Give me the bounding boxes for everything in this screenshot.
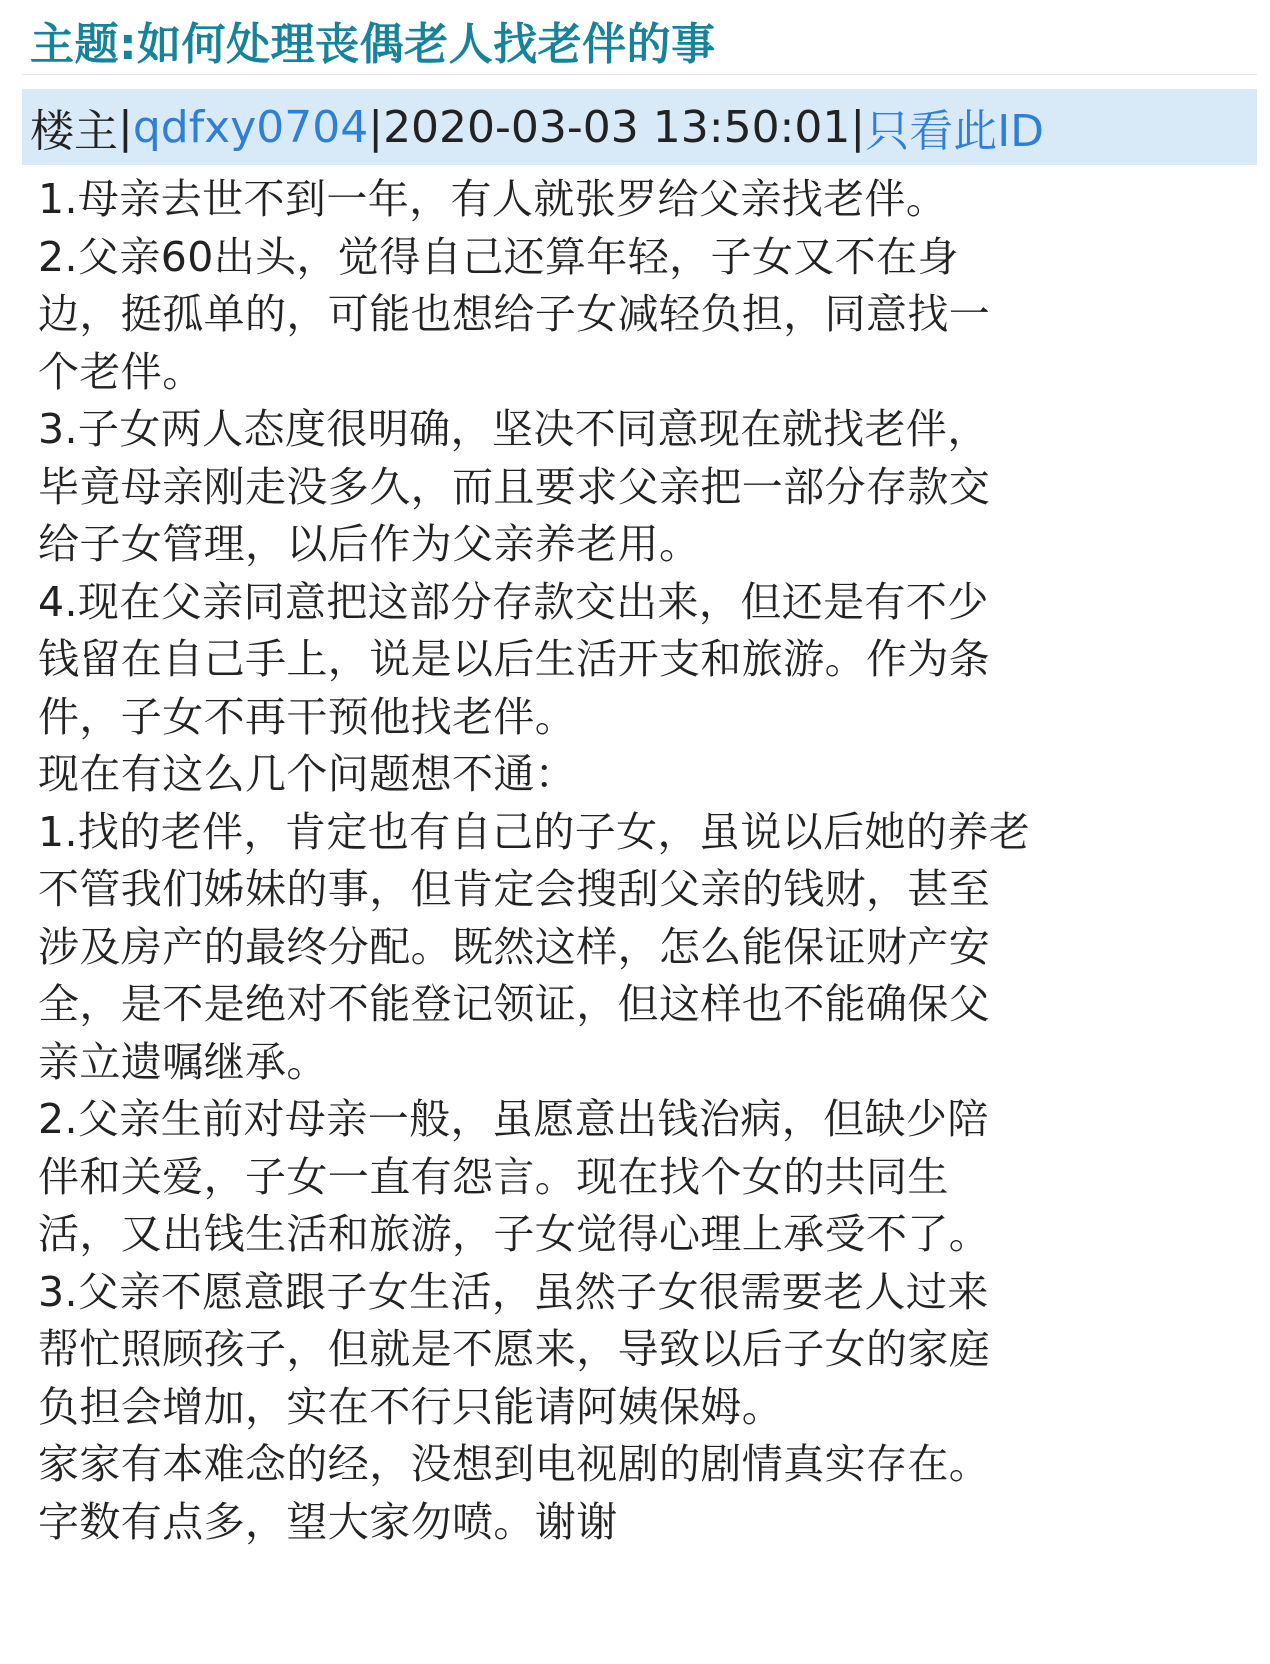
only-this-id-link[interactable]: 只看此ID: [865, 106, 1045, 157]
post-text-line: 现在有这么几个问题想不通：: [38, 750, 577, 798]
post-text-line: 负担会增加，实在不行只能请阿姨保姆。: [38, 1382, 784, 1431]
post-text-line: 字数有点多，望大家勿喷。谢谢: [38, 1497, 618, 1546]
post-text-line: 3.父亲不愿意跟子女生活，虽然子女很需要老人过来: [38, 1267, 989, 1316]
post-text-line: 全，是不是绝对不能登记领证，但这样也不能确保父: [38, 980, 991, 1028]
meta-separator: |: [118, 101, 133, 153]
post-text-line: 活，又出钱生活和旅游，子女觉得心理上承受不了。: [38, 1210, 991, 1258]
post-text-line: 家家有本难念的经，没想到电视剧的剧情真实存在。: [38, 1440, 991, 1488]
username-link[interactable]: qdfxy0704: [132, 101, 369, 153]
poster-role: 楼主: [30, 106, 118, 157]
post-text-line: 毕竟母亲刚走没多久，而且要求父亲把一部分存款交: [38, 462, 991, 511]
meta-separator: |: [850, 101, 866, 153]
post-text-line: 4.现在父亲同意把这部分存款交出来，但还是有不少: [38, 577, 989, 626]
post-text-line: 1.找的老伴，肯定也有自己的子女，虽说以后她的养老: [38, 807, 1031, 856]
post-text-line: 给子女管理，以后作为父亲养老用。: [38, 520, 701, 568]
post-text-line: 边，挺孤单的，可能也想给子女减轻负担，同意找一: [38, 290, 991, 338]
post-datetime: 2020-03-03 13:50:01: [383, 101, 851, 153]
post-text-line: 涉及房产的最终分配。既然这样，怎么能保证财产安: [38, 922, 991, 971]
post-text-line: 1.母亲去世不到一年，有人就张罗给父亲找老伴。: [38, 175, 948, 223]
post-text-line: 钱留在自己手上，说是以后生活开支和旅游。作为条: [38, 635, 991, 683]
post-text-line: 个老伴。: [38, 347, 204, 396]
post-text-line: 3.子女两人态度很明确，坚决不同意现在就找老伴，: [38, 405, 989, 453]
meta-separator: |: [368, 101, 384, 153]
post-text-line: 亲立遗嘱继承。: [38, 1037, 328, 1086]
forum-post: [22, 6, 1257, 1551]
post-text-line: 伴和关爱，子女一直有怨言。现在找个女的共同生: [38, 1152, 949, 1201]
post-text-line: 帮忙照顾孩子，但就是不愿来，导致以后子女的家庭: [38, 1325, 991, 1373]
post-text-line: 不管我们姊妹的事，但肯定会搜刮父亲的钱财，甚至: [38, 865, 991, 913]
post-body: [22, 171, 1257, 1551]
post-text-line: 件，子女不再干预他找老伴。: [38, 692, 577, 741]
thread-title: 主题:如何处理丧偶老人找老伴的事: [30, 19, 716, 70]
post-text-line: 2.父亲生前对母亲一般，虽愿意出钱治病，但缺少陪: [38, 1095, 989, 1143]
post-meta-bar: [22, 89, 1257, 165]
post-text-line: 2.父亲60出头，觉得自己还算年轻，子女又不在身: [38, 232, 959, 281]
thread-title-bar: [22, 6, 1257, 75]
